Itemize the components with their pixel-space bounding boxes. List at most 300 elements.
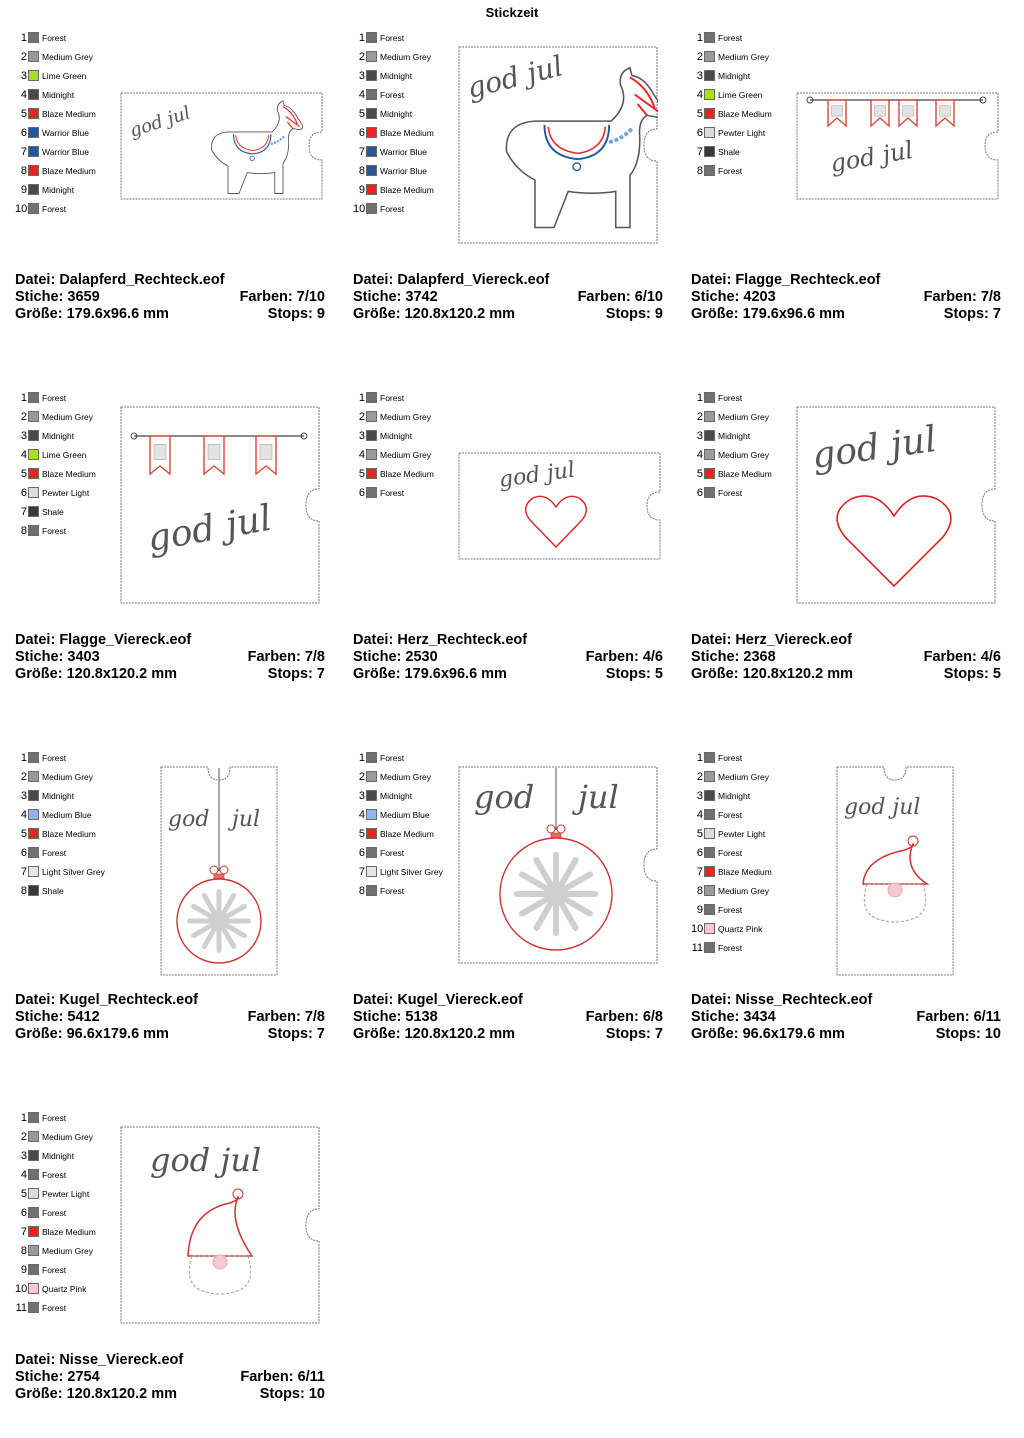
design-preview-svg: [796, 406, 996, 604]
swatch-color-box: [28, 1169, 39, 1180]
swatch-number: 5: [20, 827, 27, 840]
swatch-color-box: [704, 146, 715, 157]
swatch-color-name: Forest: [42, 203, 67, 214]
stop-count: Stops: 7: [267, 1026, 325, 1042]
swatch-number: 7: [20, 1225, 27, 1238]
swatch-number: 3: [20, 429, 27, 442]
design-preview-svg: [458, 452, 661, 560]
swatch-color-box: [366, 108, 377, 119]
swatch-color-box: [28, 1264, 39, 1275]
swatch-color-name: Blaze Medium: [718, 866, 772, 877]
color-swatch-row: [353, 483, 434, 502]
design-size: Größe: 96.6x179.6 mm: [691, 1026, 845, 1042]
color-swatch-row: [691, 805, 772, 824]
swatch-color-box: [28, 165, 39, 176]
color-swatch-row: [15, 180, 96, 199]
swatch-color-box: [704, 449, 715, 460]
swatch-number: 1: [358, 751, 365, 764]
design-card: [353, 388, 673, 718]
file-name: Datei: Herz_Viereck.eof: [691, 632, 852, 648]
swatch-number: 1: [358, 391, 365, 404]
swatch-color-box: [28, 51, 39, 62]
color-swatch-row: [15, 445, 96, 464]
color-swatch-row: [353, 786, 443, 805]
swatch-number: 6: [20, 126, 27, 139]
swatch-color-box: [28, 866, 39, 877]
swatch-color-name: Pewter Light: [718, 828, 766, 839]
swatch-color-box: [704, 32, 715, 43]
color-swatch-row: [691, 748, 772, 767]
swatch-number: 7: [20, 865, 27, 878]
swatch-number: 2: [20, 50, 27, 63]
design-size: Größe: 120.8x120.2 mm: [691, 666, 854, 682]
swatch-color-name: Midnight: [380, 430, 413, 441]
stop-count: Stops: 5: [605, 666, 663, 682]
design-card: [353, 28, 673, 358]
swatch-color-box: [28, 184, 39, 195]
design-size: Größe: 120.8x120.2 mm: [15, 1386, 178, 1402]
swatch-color-name: Forest: [42, 1169, 67, 1180]
swatch-color-box: [28, 525, 39, 536]
swatch-number: 9: [20, 183, 27, 196]
swatch-color-box: [28, 1112, 39, 1123]
swatch-color-name: Forest: [380, 32, 405, 43]
swatch-number: 9: [696, 903, 703, 916]
swatch-color-name: Forest: [380, 885, 405, 896]
swatch-number: 4: [696, 448, 703, 461]
swatch-color-name: Pewter Light: [42, 1188, 90, 1199]
color-swatch-row: [691, 464, 772, 483]
swatch-color-box: [704, 430, 715, 441]
swatch-color-box: [704, 487, 715, 498]
swatch-color-box: [366, 449, 377, 460]
swatch-color-box: [28, 146, 39, 157]
design-preview: [458, 452, 661, 565]
swatch-color-name: Warrior Blue: [42, 127, 89, 138]
swatch-number: 8: [696, 164, 703, 177]
swatch-color-box: [28, 790, 39, 801]
design-preview: [836, 766, 954, 981]
swatch-color-name: Blaze Medium: [718, 468, 772, 479]
swatch-color-name: Medium Grey: [42, 771, 94, 782]
file-name: Datei: Flagge_Rechteck.eof: [691, 272, 881, 288]
swatch-color-name: Medium Grey: [380, 449, 432, 460]
stop-count: Stops: 9: [605, 306, 663, 322]
stitch-count: Stiche: 4203: [691, 289, 776, 305]
swatch-color-box: [28, 1283, 39, 1294]
swatch-color-name: Blaze Medium: [718, 108, 772, 119]
file-name: Datei: Dalapferd_Rechteck.eof: [15, 272, 225, 288]
design-size: Größe: 120.8x120.2 mm: [353, 306, 516, 322]
swatch-number: 3: [696, 429, 703, 442]
swatch-color-box: [28, 771, 39, 782]
swatch-number: 2: [20, 410, 27, 423]
swatch-color-name: Blaze Medium: [42, 468, 96, 479]
color-swatch-row: [353, 161, 434, 180]
color-swatch-list: [691, 388, 772, 502]
design-card: [15, 388, 335, 718]
swatch-color-box: [28, 32, 39, 43]
swatch-number: 7: [358, 865, 365, 878]
swatch-number: 6: [358, 126, 365, 139]
svg-text:god jul: god jul: [497, 457, 577, 493]
color-swatch-list: [15, 1108, 96, 1317]
color-swatch-row: [691, 900, 772, 919]
color-swatch-row: [353, 426, 434, 445]
swatch-color-name: Shale: [718, 146, 740, 157]
color-swatch-row: [691, 388, 772, 407]
design-info: [353, 632, 663, 683]
color-swatch-row: [15, 1222, 96, 1241]
swatch-number: 4: [20, 1168, 27, 1181]
color-swatch-row: [691, 445, 772, 464]
swatch-number: 5: [358, 107, 365, 120]
swatch-number: 4: [20, 808, 27, 821]
design-card: [691, 28, 1011, 358]
swatch-color-box: [704, 411, 715, 422]
swatch-color-box: [366, 203, 377, 214]
color-swatch-row: [15, 843, 105, 862]
stitch-count: Stiche: 3434: [691, 1009, 776, 1025]
color-swatch-row: [15, 123, 96, 142]
color-swatch-row: [691, 862, 772, 881]
color-count: Farben: 6/10: [577, 289, 663, 305]
swatch-number: 1: [696, 391, 703, 404]
swatch-color-box: [704, 70, 715, 81]
swatch-color-name: Pewter Light: [42, 487, 90, 498]
stop-count: Stops: 5: [943, 666, 1001, 682]
swatch-number: 5: [696, 827, 703, 840]
swatch-number: 5: [358, 467, 365, 480]
design-size: Größe: 120.8x120.2 mm: [15, 666, 178, 682]
color-swatch-list: [691, 748, 772, 957]
swatch-color-name: Forest: [42, 32, 67, 43]
color-swatch-row: [15, 85, 96, 104]
swatch-color-name: Forest: [380, 89, 405, 100]
swatch-number: 10: [691, 922, 704, 935]
swatch-color-box: [28, 89, 39, 100]
color-swatch-row: [15, 142, 96, 161]
swatch-color-box: [366, 146, 377, 157]
swatch-color-box: [366, 32, 377, 43]
color-swatch-row: [15, 1146, 96, 1165]
swatch-number: 5: [20, 1187, 27, 1200]
swatch-number: 5: [20, 467, 27, 480]
swatch-color-name: Forest: [42, 392, 67, 403]
swatch-color-name: Medium Grey: [42, 1131, 94, 1142]
color-swatch-row: [353, 862, 443, 881]
swatch-color-name: Blaze Medium: [380, 127, 434, 138]
swatch-number: 4: [358, 808, 365, 821]
color-swatch-row: [353, 123, 434, 142]
swatch-number: 11: [691, 941, 703, 954]
swatch-color-box: [28, 392, 39, 403]
color-swatch-row: [353, 748, 443, 767]
design-preview: [120, 92, 323, 205]
color-swatch-row: [15, 464, 96, 483]
swatch-number: 3: [696, 789, 703, 802]
swatch-number: 2: [696, 410, 703, 423]
swatch-number: 10: [15, 202, 28, 215]
design-preview-svg: [458, 766, 658, 964]
color-swatch-row: [691, 938, 772, 957]
color-swatch-row: [353, 142, 434, 161]
swatch-number: 6: [696, 126, 703, 139]
svg-text:jul: jul: [578, 778, 619, 816]
svg-text:god jul: god jul: [127, 102, 194, 142]
design-info: [691, 992, 1001, 1043]
swatch-number: 2: [358, 770, 365, 783]
color-swatch-row: [353, 199, 434, 218]
design-info: [15, 1352, 325, 1403]
swatch-color-name: Warrior Blue: [42, 146, 89, 157]
swatch-color-box: [28, 70, 39, 81]
swatch-color-name: Light Silver Grey: [42, 866, 105, 877]
swatch-number: 6: [20, 846, 27, 859]
color-swatch-row: [691, 824, 772, 843]
color-swatch-row: [15, 824, 105, 843]
swatch-color-name: Forest: [380, 752, 405, 763]
design-card: [15, 748, 335, 1078]
swatch-color-name: Medium Grey: [42, 51, 94, 62]
swatch-number: 7: [20, 145, 27, 158]
design-preview: [458, 766, 658, 969]
swatch-color-name: Forest: [718, 809, 743, 820]
swatch-color-box: [704, 165, 715, 176]
swatch-color-name: Lime Green: [42, 70, 87, 81]
swatch-number: 8: [358, 164, 365, 177]
swatch-color-name: Midnight: [42, 430, 75, 441]
color-swatch-row: [691, 28, 772, 47]
swatch-number: 2: [358, 410, 365, 423]
svg-text:god jul: god jul: [809, 418, 940, 477]
swatch-color-box: [366, 51, 377, 62]
design-info: [15, 272, 325, 323]
swatch-color-box: [704, 51, 715, 62]
color-swatch-row: [15, 1165, 96, 1184]
stitch-count: Stiche: 5138: [353, 1009, 438, 1025]
swatch-number: 5: [20, 107, 27, 120]
swatch-number: 7: [20, 505, 27, 518]
swatch-color-name: Forest: [718, 392, 743, 403]
swatch-color-box: [28, 1226, 39, 1237]
color-swatch-row: [15, 1260, 96, 1279]
swatch-color-box: [704, 885, 715, 896]
swatch-number: 1: [696, 31, 703, 44]
swatch-color-box: [366, 828, 377, 839]
color-swatch-row: [691, 123, 772, 142]
swatch-color-name: Lime Green: [42, 449, 87, 460]
design-preview: [796, 406, 996, 609]
swatch-number: 8: [20, 884, 27, 897]
color-swatch-row: [15, 47, 96, 66]
swatch-number: 10: [353, 202, 366, 215]
color-swatch-row: [15, 407, 96, 426]
file-name: Datei: Herz_Rechteck.eof: [353, 632, 528, 648]
color-count: Farben: 7/8: [923, 289, 1001, 305]
swatch-color-box: [28, 847, 39, 858]
swatch-color-box: [366, 89, 377, 100]
svg-text:god jul: god jul: [463, 49, 567, 105]
swatch-number: 5: [696, 467, 703, 480]
swatch-color-name: Medium Grey: [718, 51, 770, 62]
swatch-color-name: Quartz Pink: [718, 923, 763, 934]
color-swatch-row: [15, 502, 96, 521]
svg-text:god: god: [474, 778, 535, 816]
svg-text:god jul: god jul: [150, 1141, 262, 1179]
stitch-count: Stiche: 2368: [691, 649, 776, 665]
color-swatch-row: [691, 426, 772, 445]
swatch-color-name: Forest: [380, 487, 405, 498]
swatch-color-name: Medium Grey: [380, 411, 432, 422]
design-card: [353, 748, 673, 1078]
swatch-color-name: Blaze Medium: [380, 828, 434, 839]
swatch-color-name: Medium Grey: [42, 1245, 94, 1256]
design-info: [691, 272, 1001, 323]
swatch-color-box: [366, 790, 377, 801]
swatch-color-box: [366, 411, 377, 422]
swatch-color-name: Forest: [380, 203, 405, 214]
swatch-color-name: Forest: [42, 1207, 67, 1218]
swatch-color-box: [28, 828, 39, 839]
swatch-number: 4: [20, 88, 27, 101]
swatch-color-name: Forest: [42, 1112, 67, 1123]
swatch-number: 3: [358, 69, 365, 82]
color-swatch-row: [691, 786, 772, 805]
swatch-color-name: Midnight: [718, 70, 751, 81]
color-swatch-row: [353, 464, 434, 483]
swatch-color-box: [28, 411, 39, 422]
color-swatch-list: [353, 28, 434, 218]
swatch-number: 8: [20, 1244, 27, 1257]
design-preview-svg: [836, 766, 954, 976]
swatch-color-box: [704, 392, 715, 403]
swatch-color-box: [366, 430, 377, 441]
swatch-color-name: Lime Green: [718, 89, 763, 100]
swatch-color-name: Forest: [718, 847, 743, 858]
color-swatch-row: [353, 66, 434, 85]
swatch-number: 3: [20, 789, 27, 802]
color-swatch-row: [353, 805, 443, 824]
swatch-color-box: [704, 127, 715, 138]
swatch-number: 2: [358, 50, 365, 63]
swatch-color-name: Midnight: [380, 70, 413, 81]
design-preview-svg: [120, 406, 320, 604]
swatch-color-name: Medium Grey: [718, 771, 770, 782]
color-swatch-row: [15, 388, 96, 407]
swatch-color-name: Forest: [718, 752, 743, 763]
color-count: Farben: 7/8: [247, 649, 325, 665]
color-swatch-row: [691, 483, 772, 502]
swatch-number: 5: [358, 827, 365, 840]
stitch-count: Stiche: 3742: [353, 289, 438, 305]
swatch-color-box: [28, 1150, 39, 1161]
design-info: [353, 272, 663, 323]
swatch-number: 3: [20, 1149, 27, 1162]
swatch-number: 4: [358, 88, 365, 101]
svg-text:god jul: god jul: [144, 497, 275, 560]
swatch-number: 4: [696, 88, 703, 101]
svg-text:god: god: [168, 807, 210, 832]
swatch-color-name: Warrior Blue: [380, 146, 427, 157]
color-swatch-row: [691, 843, 772, 862]
swatch-number: 6: [696, 486, 703, 499]
color-swatch-row: [353, 824, 443, 843]
design-preview: [120, 1126, 320, 1329]
stop-count: Stops: 7: [267, 666, 325, 682]
swatch-color-box: [28, 1302, 39, 1313]
swatch-color-name: Medium Grey: [718, 411, 770, 422]
swatch-color-box: [704, 923, 715, 934]
swatch-color-box: [28, 487, 39, 498]
swatch-number: 11: [15, 1301, 27, 1314]
design-preview-svg: [458, 46, 658, 244]
stitch-count: Stiche: 2530: [353, 649, 438, 665]
swatch-color-name: Midnight: [42, 790, 75, 801]
color-swatch-row: [15, 881, 105, 900]
swatch-number: 8: [20, 164, 27, 177]
swatch-color-name: Blaze Medium: [380, 468, 434, 479]
swatch-color-box: [366, 752, 377, 763]
color-swatch-row: [15, 1127, 96, 1146]
color-swatch-row: [691, 767, 772, 786]
color-swatch-row: [15, 1184, 96, 1203]
swatch-color-box: [704, 942, 715, 953]
file-name: Datei: Flagge_Viereck.eof: [15, 632, 192, 648]
stop-count: Stops: 10: [935, 1026, 1001, 1042]
swatch-color-name: Quartz Pink: [42, 1283, 87, 1294]
swatch-color-name: Pewter Light: [718, 127, 766, 138]
swatch-color-box: [704, 904, 715, 915]
color-swatch-row: [353, 445, 434, 464]
design-info: [691, 632, 1001, 683]
color-count: Farben: 7/10: [239, 289, 325, 305]
color-swatch-row: [15, 426, 96, 445]
swatch-color-name: Midnight: [42, 184, 75, 195]
color-swatch-row: [15, 521, 96, 540]
svg-text:jul: jul: [232, 807, 261, 832]
color-swatch-row: [15, 104, 96, 123]
swatch-color-name: Midnight: [380, 108, 413, 119]
swatch-color-name: Shale: [42, 506, 64, 517]
swatch-color-box: [704, 752, 715, 763]
swatch-color-name: Medium Blue: [380, 809, 430, 820]
swatch-number: 8: [358, 884, 365, 897]
file-name: Datei: Kugel_Rechteck.eof: [15, 992, 198, 1008]
color-swatch-row: [15, 161, 96, 180]
design-size: Größe: 179.6x96.6 mm: [353, 666, 507, 682]
swatch-color-box: [366, 866, 377, 877]
color-swatch-row: [353, 388, 434, 407]
swatch-color-box: [704, 108, 715, 119]
swatch-color-box: [366, 184, 377, 195]
swatch-color-name: Midnight: [718, 790, 751, 801]
swatch-color-name: Shale: [42, 885, 64, 896]
color-swatch-row: [15, 483, 96, 502]
svg-text:god jul: god jul: [844, 795, 921, 820]
swatch-color-name: Forest: [718, 942, 743, 953]
swatch-number: 6: [358, 846, 365, 859]
design-preview: [120, 406, 320, 609]
color-swatch-row: [691, 161, 772, 180]
swatch-color-box: [28, 203, 39, 214]
design-card: [15, 28, 335, 358]
swatch-color-box: [366, 847, 377, 858]
color-swatch-row: [15, 805, 105, 824]
swatch-color-name: Forest: [380, 392, 405, 403]
swatch-color-name: Medium Grey: [718, 449, 770, 460]
swatch-color-name: Forest: [42, 1302, 67, 1313]
